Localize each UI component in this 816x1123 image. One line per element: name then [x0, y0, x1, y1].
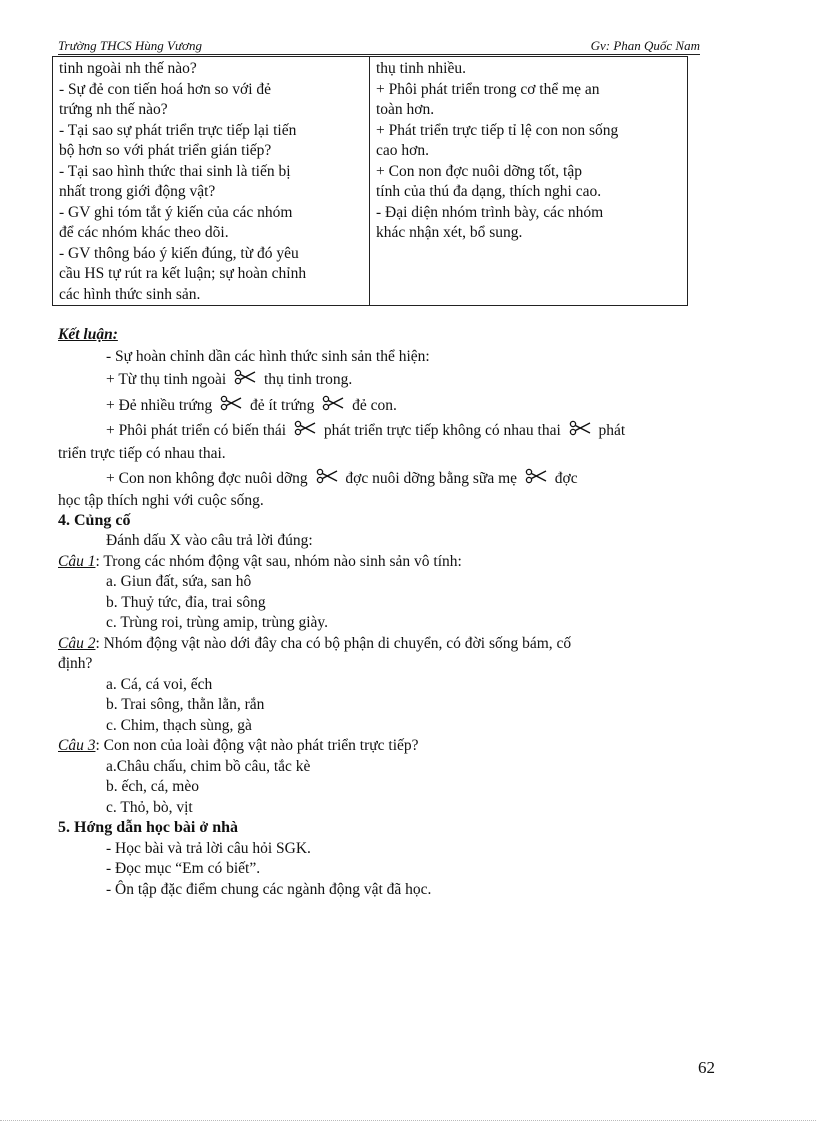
- table-line: + Con non đợc nuôi dỡng tốt, tập: [376, 162, 582, 180]
- question-text: : Trong các nhóm động vật sau, nhóm nào sinh sản vô tính:: [95, 552, 462, 570]
- conclusion-text: + Phôi phát triển có biến thái: [106, 422, 287, 439]
- section-5-title: 5. Hớng dẫn học bài ở nhà: [58, 819, 238, 836]
- conclusion-title: Kết luận:: [58, 326, 118, 343]
- student-column: [370, 57, 688, 306]
- teacher-name: Gv: Phan Quốc Nam: [590, 38, 700, 53]
- table-line: để các nhóm khác theo dõi.: [59, 224, 229, 241]
- table-line: trứng nh thế nào?: [59, 101, 168, 118]
- scissors-icon: [220, 395, 242, 411]
- question-1: [58, 552, 718, 573]
- table-line: khác nhận xét, bổ sung.: [376, 224, 523, 241]
- conclusion-text: đợc: [554, 470, 578, 487]
- scissors-icon: [294, 420, 316, 436]
- conclusion-line: [58, 467, 718, 491]
- scissors-icon: [569, 420, 591, 436]
- table-line: tính của thú đa dạng, thích nghi cao.: [376, 183, 602, 200]
- question-text: : Con non của loài động vật nào phát triển trực tiếp?: [95, 737, 419, 754]
- conclusion-text: + Từ thụ tinh ngoài: [106, 371, 227, 388]
- answer-option: b. Trai sông, thằn lằn, rắn: [106, 696, 265, 713]
- homework-item: - Đọc mục “Em có biết”.: [106, 860, 261, 877]
- page-number: 62: [698, 1058, 715, 1077]
- conclusion-text: thụ tinh trong.: [263, 371, 353, 388]
- table-line: nhất trong giới động vật?: [59, 183, 216, 200]
- answer-option: b. ếch, cá, mèo: [106, 778, 199, 795]
- scissors-icon: [316, 468, 338, 484]
- conclusion-text: học tập thích nghi với cuộc sống.: [58, 492, 264, 509]
- table-line: + Phát triển trực tiếp tỉ lệ con non sống: [376, 121, 619, 139]
- page-header: [58, 38, 700, 55]
- school-name: Trường THCS Hùng Vương: [58, 38, 202, 53]
- table-line: - Tại sao hình thức thai sinh là tiến bị: [59, 162, 291, 180]
- conclusion-text: đẻ ít trứng: [250, 397, 315, 414]
- table-line: + Phôi phát triển trong cơ thể mẹ an: [376, 80, 600, 98]
- question-text: : Nhóm động vật nào dới đây cha có bộ phận di chuyển, có đời sống bám, cố: [95, 634, 572, 652]
- question-label: Câu 3: [58, 737, 96, 754]
- answer-option: c. Thỏ, bò, vịt: [106, 798, 193, 816]
- activity-table: [52, 56, 688, 306]
- scissors-icon: [322, 395, 344, 411]
- homework-item: - Ôn tập đặc điểm chung các ngành động vật đã học.: [106, 880, 432, 898]
- question-text: định?: [58, 655, 93, 672]
- conclusion-text: đẻ con.: [352, 397, 397, 414]
- homework-item: - Học bài và trả lời câu hỏi SGK.: [106, 839, 311, 857]
- answer-option: a. Cá, cá voi, ếch: [106, 675, 213, 693]
- conclusion-text: + Đẻ nhiều trứng: [106, 397, 213, 414]
- question-label: Câu 1: [58, 552, 96, 570]
- table-line: các hình thức sinh sản.: [59, 285, 201, 303]
- table-row: [53, 57, 688, 306]
- conclusion-line: [58, 419, 718, 443]
- table-line: - Sự đẻ con tiến hoá hơn so với đẻ: [59, 80, 272, 98]
- table-line: - GV thông báo ý kiến đúng, từ đó yêu: [59, 244, 299, 262]
- table-line: toàn hơn.: [376, 101, 435, 118]
- section-4-instruction: Đánh dấu X vào câu trả lời đúng:: [106, 532, 313, 549]
- scissors-icon: [234, 369, 256, 385]
- question-2: [58, 634, 718, 655]
- conclusion-text: phát triển trực tiếp không có nhau thai: [323, 422, 561, 439]
- scissors-icon: [525, 468, 547, 484]
- section-4-title: 4. Củng cố: [58, 512, 131, 529]
- table-line: cao hơn.: [376, 142, 429, 159]
- question-3: [58, 736, 718, 757]
- conclusion-text: + Con non không đợc nuôi dỡng: [106, 470, 308, 487]
- answer-option: c. Chim, thạch sùng, gà: [106, 716, 252, 734]
- table-line: - GV ghi tóm tắt ý kiến của các nhóm: [59, 203, 293, 221]
- conclusion-line: [58, 393, 718, 419]
- table-line: - Tại sao sự phát triển trực tiếp lại tiến: [59, 121, 297, 139]
- answer-option: b. Thuỷ tức, đỉa, trai sông: [106, 593, 266, 611]
- conclusion-text: triển trực tiếp có nhau thai.: [58, 445, 226, 462]
- table-line: bộ hơn so với phát triển gián tiếp?: [59, 142, 272, 159]
- conclusion-line: [58, 367, 718, 393]
- answer-option: a.Châu chấu, chim bồ câu, tắc kè: [106, 757, 311, 775]
- table-line: - Đại diện nhóm trình bày, các nhóm: [376, 203, 604, 221]
- page-bottom-border: [0, 1120, 816, 1121]
- teacher-column: [53, 57, 370, 306]
- question-label: Câu 2: [58, 634, 96, 652]
- conclusion-text: phát: [598, 422, 626, 439]
- answer-option: c. Trùng roi, trùng amip, trùng giày.: [106, 614, 329, 631]
- document-body: [58, 324, 718, 900]
- answer-option: a. Giun đất, sứa, san hô: [106, 573, 252, 590]
- table-line: thụ tinh nhiều.: [376, 60, 466, 77]
- table-line: cầu HS tự rút ra kết luận; sự hoàn chỉnh: [59, 265, 307, 282]
- conclusion-text: đợc nuôi dỡng bằng sữa mẹ: [345, 470, 518, 487]
- table-line: tinh ngoài nh thế nào?: [59, 60, 197, 77]
- conclusion-intro: - Sự hoàn chỉnh dần các hình thức sinh sản thể hiện:: [106, 348, 430, 365]
